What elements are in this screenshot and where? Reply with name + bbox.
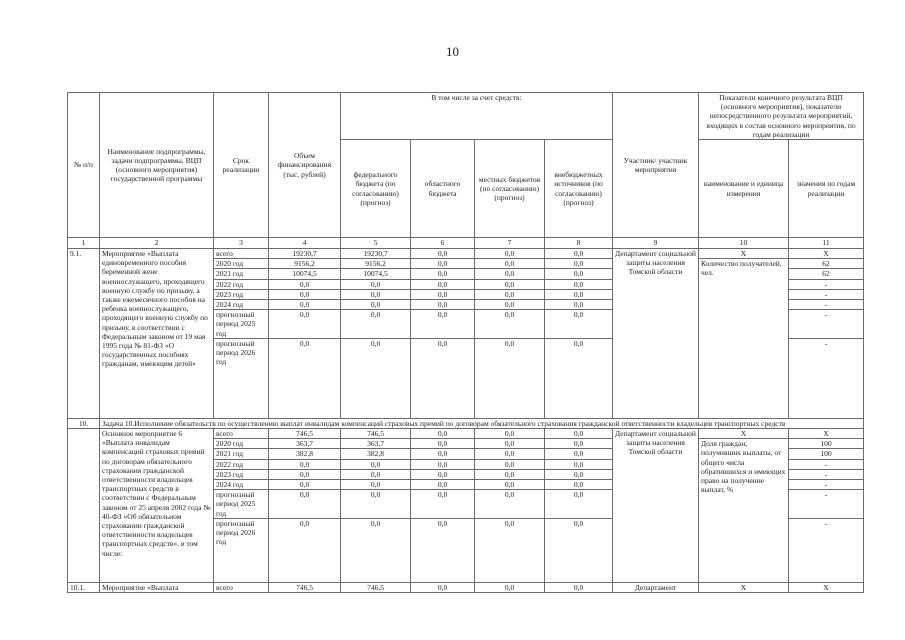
term-cell: всего (214, 582, 269, 592)
federal-cell: 0,0 (341, 310, 411, 339)
federal-cell: 0,0 (341, 518, 411, 582)
row-number: 10.1. (68, 582, 100, 592)
participant-cell: Департамент социальной защиты населения Томской области (613, 429, 699, 583)
local-cell: 0,0 (475, 259, 545, 269)
local-cell: 0,0 (475, 469, 545, 479)
extra-cell: 0,0 (545, 459, 613, 469)
indicator-value-cell: - (789, 279, 864, 289)
table-row (68, 249, 864, 259)
term-cell: 2022 год (214, 279, 269, 289)
indicator-name-cell: X (699, 429, 789, 439)
header-col-name: Наименование подпрограммы, задачи подпрограммы, ВЦП (основного мероприятия) государственной программы (100, 93, 214, 238)
local-cell: 0,0 (475, 279, 545, 289)
volume-cell: 0,0 (269, 338, 341, 418)
volume-cell: 0,0 (269, 459, 341, 469)
page-number: 10 (446, 44, 459, 59)
federal-cell: 0,0 (341, 459, 411, 469)
header-number: 5 (341, 238, 411, 249)
volume-cell: 10074,5 (269, 269, 341, 279)
regional-cell: 0,0 (411, 480, 475, 490)
volume-cell: 0,0 (269, 289, 341, 299)
local-cell: 0,0 (475, 338, 545, 418)
indicator-value-cell: - (789, 300, 864, 310)
federal-cell: 0,0 (341, 289, 411, 299)
header-col-participant: Участник/ участник мероприятия (613, 93, 699, 238)
volume-cell: 746,5 (269, 429, 341, 439)
extra-cell: 0,0 (545, 518, 613, 582)
local-cell: 0,0 (475, 310, 545, 339)
indicator-value-cell: 62 (789, 269, 864, 279)
extra-cell: 0,0 (545, 429, 613, 439)
federal-cell: 0,0 (341, 480, 411, 490)
volume-cell: 0,0 (269, 469, 341, 479)
table-row (68, 429, 864, 439)
participant-cell: Департамент социальной защиты населения Томской области (613, 249, 699, 419)
header-number: 8 (545, 238, 613, 249)
term-cell: 2020 год (214, 259, 269, 269)
volume-cell: 363,7 (269, 439, 341, 449)
local-cell: 0,0 (475, 582, 545, 592)
federal-cell: 0,0 (341, 300, 411, 310)
extra-cell: 0,0 (545, 300, 613, 310)
federal-cell: 0,0 (341, 469, 411, 479)
header-col-local: местных бюджетов (по согласованию) (прогноз) (475, 140, 545, 238)
federal-cell: 10074,5 (341, 269, 411, 279)
local-cell: 0,0 (475, 480, 545, 490)
volume-cell: 746,5 (269, 582, 341, 592)
participant-cell: Департамент (613, 582, 699, 592)
activity-name: Мероприятие «Выплата единовременного пособия беременной жене военнослужащего, проходящего военную службу по призыву, а также ежемесячного пособия на ребенка военнослужащего, проходящего военную службу по призыву, в соответствии с Федеральным законом от 19 мая 1995 года № 81-ФЗ «О государственных пособиях гражданам, имеющим детей» (100, 249, 214, 419)
row-number: 9.1. (68, 249, 100, 419)
header-number: 9 (613, 238, 699, 249)
federal-cell: 382,8 (341, 449, 411, 459)
regional-cell: 0,0 (411, 249, 475, 259)
term-cell: всего (214, 429, 269, 439)
term-cell: 2023 год (214, 469, 269, 479)
local-cell: 0,0 (475, 429, 545, 439)
header-col-indicator-value: значения по годам реализации (789, 140, 864, 238)
local-cell: 0,0 (475, 490, 545, 519)
local-cell: 0,0 (475, 269, 545, 279)
local-cell: 0,0 (475, 439, 545, 449)
header-number: 3 (214, 238, 269, 249)
extra-cell: 0,0 (545, 449, 613, 459)
regional-cell: 0,0 (411, 269, 475, 279)
indicator-value-cell: - (789, 338, 864, 418)
term-cell: 2021 год (214, 269, 269, 279)
federal-cell: 0,0 (341, 338, 411, 418)
term-cell: прогнозный период 2025 год (214, 490, 269, 519)
term-cell: прогнозный период 2026 год (214, 338, 269, 418)
indicator-value-cell: 100 (789, 449, 864, 459)
local-cell: 0,0 (475, 449, 545, 459)
header-number: 6 (411, 238, 475, 249)
federal-cell: 9156,2 (341, 259, 411, 269)
regional-cell: 0,0 (411, 582, 475, 592)
row-number (68, 429, 100, 583)
task-row (68, 418, 864, 428)
regional-cell: 0,0 (411, 429, 475, 439)
header-number: 2 (100, 238, 214, 249)
indicator-value-cell: - (789, 289, 864, 299)
indicator-value-cell: - (789, 490, 864, 519)
extra-cell: 0,0 (545, 259, 613, 269)
regional-cell: 0,0 (411, 279, 475, 289)
extra-cell: 0,0 (545, 289, 613, 299)
extra-cell: 0,0 (545, 439, 613, 449)
regional-cell: 0,0 (411, 469, 475, 479)
volume-cell: 0,0 (269, 490, 341, 519)
term-cell: 2024 год (214, 300, 269, 310)
indicator-value-cell: X (789, 582, 864, 592)
header-incl-group: В том числе за счет средств: (341, 93, 613, 140)
header-number: 10 (699, 238, 789, 249)
header-col-term: Срок реализации (214, 93, 269, 238)
indicator-value-cell: - (789, 310, 864, 339)
volume-cell: 0,0 (269, 480, 341, 490)
indicator-value-cell: - (789, 459, 864, 469)
table-row (68, 582, 864, 592)
indicator-value-cell: 62 (789, 259, 864, 269)
extra-cell: 0,0 (545, 490, 613, 519)
regional-cell: 0,0 (411, 338, 475, 418)
indicator-value-cell: - (789, 469, 864, 479)
volume-cell: 0,0 (269, 300, 341, 310)
volume-cell: 9156,2 (269, 259, 341, 269)
extra-cell: 0,0 (545, 469, 613, 479)
federal-cell: 19230,7 (341, 249, 411, 259)
volume-cell: 19230,7 (269, 249, 341, 259)
extra-cell: 0,0 (545, 338, 613, 418)
local-cell: 0,0 (475, 459, 545, 469)
term-cell: всего (214, 249, 269, 259)
federal-cell: 0,0 (341, 490, 411, 519)
federal-cell: 363,7 (341, 439, 411, 449)
program-table (67, 92, 864, 593)
indicator-name-cell: X (699, 582, 789, 592)
activity-name: Мероприятие «Выплата (100, 582, 214, 592)
header-col-volume: Объем финансирования (тыс. рублей) (269, 93, 341, 238)
header-col-indicator-name: наименование и единица измерения (699, 140, 789, 238)
volume-cell: 382,8 (269, 449, 341, 459)
indicator-name-cell: X (699, 249, 789, 259)
term-cell: 2023 год (214, 289, 269, 299)
header-col-federal: федерального бюджета (по согласованию) (прогноз) (341, 140, 411, 238)
regional-cell: 0,0 (411, 439, 475, 449)
header-col-extra: внебюджетных источников (по согласованию) (прогноз) (545, 140, 613, 238)
regional-cell: 0,0 (411, 449, 475, 459)
regional-cell: 0,0 (411, 310, 475, 339)
extra-cell: 0,0 (545, 269, 613, 279)
federal-cell: 746,5 (341, 429, 411, 439)
header-number: 7 (475, 238, 545, 249)
term-cell: 2024 год (214, 480, 269, 490)
extra-cell: 0,0 (545, 249, 613, 259)
indicator-value-cell: 100 (789, 439, 864, 449)
activity-name: Основное мероприятие 6 «Выплата инвалидам компенсаций страховых премий по договорам обязательного страхования гражданской ответственности владельцев транспортных средств в соответствии с Федеральным законом от 25 апреля 2002 года № 40-ФЗ «Об обязательном страховании гражданской ответственности владельцев транспортных средств», в том числе: (100, 429, 214, 583)
header-number: 11 (789, 238, 864, 249)
term-cell: 2021 год (214, 449, 269, 459)
local-cell: 0,0 (475, 289, 545, 299)
regional-cell: 0,0 (411, 518, 475, 582)
term-cell: прогнозный период 2026 год (214, 518, 269, 582)
term-cell: прогнозный период 2025 год (214, 310, 269, 339)
volume-cell: 0,0 (269, 518, 341, 582)
federal-cell: 0,0 (341, 279, 411, 289)
extra-cell: 0,0 (545, 582, 613, 592)
indicator-value-cell: X (789, 249, 864, 259)
term-cell: 2022 год (214, 459, 269, 469)
local-cell: 0,0 (475, 249, 545, 259)
header-col-number: № п/п (68, 93, 100, 238)
local-cell: 0,0 (475, 300, 545, 310)
term-cell: 2020 год (214, 439, 269, 449)
regional-cell: 0,0 (411, 289, 475, 299)
indicator-name-cell: Количество получателей, чел. (699, 259, 789, 419)
regional-cell: 0,0 (411, 300, 475, 310)
extra-cell: 0,0 (545, 279, 613, 289)
regional-cell: 0,0 (411, 459, 475, 469)
extra-cell: 0,0 (545, 310, 613, 339)
indicator-value-cell: - (789, 480, 864, 490)
task-number: 10. (68, 418, 100, 428)
regional-cell: 0,0 (411, 259, 475, 269)
extra-cell: 0,0 (545, 480, 613, 490)
volume-cell: 0,0 (269, 310, 341, 339)
federal-cell: 746,5 (341, 582, 411, 592)
volume-cell: 0,0 (269, 279, 341, 289)
local-cell: 0,0 (475, 518, 545, 582)
header-indicators-group: Показатели конечного результата ВЦП (основного мероприятия), показатели непосредственного результата мероприятий, входящих в состав основного мероприятия, по годам реализации (699, 93, 864, 140)
indicator-value-cell: - (789, 518, 864, 582)
header-number: 4 (269, 238, 341, 249)
regional-cell: 0,0 (411, 490, 475, 519)
header-col-regional: областного бюджета (411, 140, 475, 238)
indicator-name-cell: Доля граждан, получивших выплаты, от общего числа обратившихся и имеющих право на получение выплат, % (699, 439, 789, 583)
task-title: Задача 10.Исполнение обязательств по осуществлению выплат инвалидам компенсаций страховых премий по договорам обязательного страхования гражданской ответственности владельцев транспортных средств (100, 418, 864, 428)
header-number: 1 (68, 238, 100, 249)
indicator-value-cell: X (789, 429, 864, 439)
